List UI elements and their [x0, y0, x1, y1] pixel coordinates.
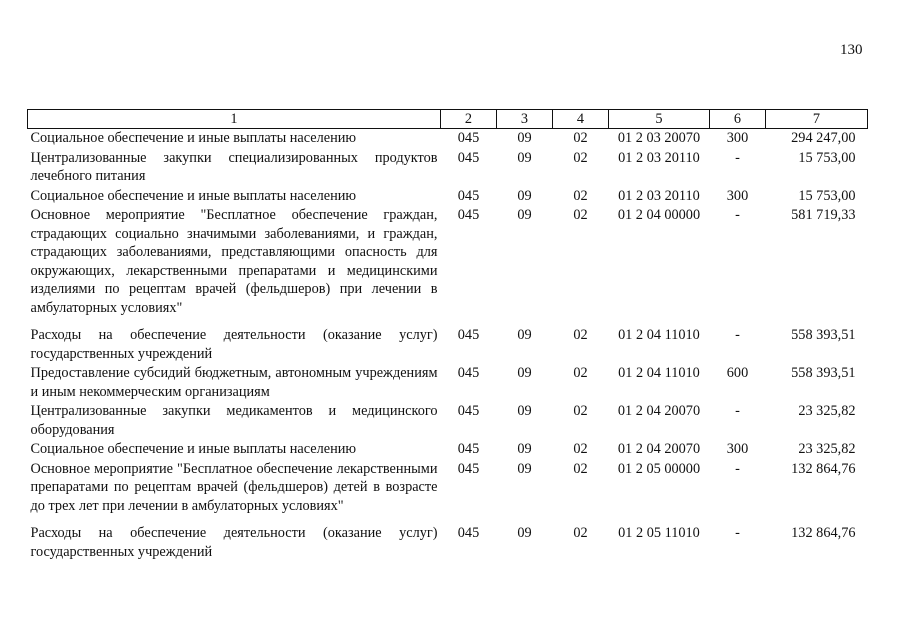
row-subsection-code: 02 [573, 365, 588, 381]
row-ministry-code: 045 [457, 403, 480, 419]
row-ministry-code: 045 [457, 525, 480, 541]
header-row [28, 110, 868, 129]
header-col-1: 1 [28, 110, 441, 129]
row-subsection-code: 02 [573, 441, 588, 457]
table-row [28, 440, 868, 460]
row-expense-type: - [735, 460, 740, 477]
row-target-code: 01 2 05 00000 [617, 460, 701, 477]
row-target-code: 01 2 04 20070 [617, 441, 701, 457]
table-row [28, 206, 868, 326]
header-col-7: 7 [766, 110, 868, 129]
table-row [28, 187, 868, 207]
row-expense-type: - [735, 207, 740, 223]
row-amount: 23 325,82 [798, 441, 856, 457]
row-expense-type: 300 [726, 187, 749, 204]
row-subsection-code: 02 [573, 460, 588, 477]
row-section-code: 09 [517, 130, 532, 146]
row-expense-type: 600 [726, 365, 749, 381]
row-subsection-code: 02 [573, 525, 588, 541]
row-target-code: 01 2 04 11010 [618, 365, 700, 381]
row-amount: 132 864,76 [791, 460, 856, 477]
row-target-code: 01 2 04 20070 [617, 403, 701, 419]
row-ministry-code: 045 [457, 149, 480, 166]
row-target-code: 01 2 04 11010 [618, 327, 700, 343]
row-target-code: 01 2 03 20110 [618, 149, 700, 166]
page-number: 130 [840, 42, 863, 58]
row-name: Социальное обеспечение и иные выплаты населению [30, 130, 357, 146]
row-amount: 15 753,00 [798, 149, 856, 166]
row-amount: 558 393,51 [791, 365, 856, 381]
row-expense-type: - [735, 403, 740, 419]
row-section-code: 09 [517, 525, 532, 541]
table-row [28, 326, 868, 364]
row-amount: 294 247,00 [791, 130, 856, 146]
row-section-code: 09 [517, 460, 532, 477]
row-section-code: 09 [517, 327, 532, 343]
row-subsection-code: 02 [573, 403, 588, 419]
table-row [28, 524, 868, 562]
row-amount: 558 393,51 [791, 327, 856, 343]
row-expense-type: - [735, 525, 740, 541]
row-ministry-code: 045 [457, 460, 480, 477]
row-name: Расходы на обеспечение деятельности (оказание услуг) государственных учреждений [30, 327, 438, 362]
row-name: Предоставление субсидий бюджетным, автономным учреждениям и иным некоммерческим организациям [30, 365, 438, 400]
row-ministry-code: 045 [457, 130, 480, 146]
row-target-code: 01 2 03 20110 [618, 187, 700, 204]
row-ministry-code: 045 [457, 365, 480, 381]
row-amount: 15 753,00 [798, 187, 856, 204]
row-name: Социальное обеспечение и иные выплаты населению [30, 441, 357, 457]
row-target-code: 01 2 05 11010 [618, 525, 700, 541]
row-subsection-code: 02 [573, 327, 588, 343]
row-name: Основное мероприятие "Бесплатное обеспечение граждан, страдающих социально значимыми заболеваниями, и граждан, страдающих заболеваниями, представляющими опасность для окружающих, лекарственными препаратами и медицинскими изделиями по рецептам врачей (фельдшеров) при лечении в амбулаторных условиях" [30, 207, 438, 316]
table-row [28, 402, 868, 440]
table-row [28, 460, 868, 525]
table-row [28, 129, 868, 149]
row-ministry-code: 045 [457, 441, 480, 457]
row-target-code: 01 2 03 20070 [617, 130, 701, 146]
row-name: Централизованные закупки медикаментов и медицинского оборудования [30, 403, 438, 438]
row-amount: 132 864,76 [791, 525, 856, 541]
row-subsection-code: 02 [573, 207, 588, 223]
row-target-code: 01 2 04 00000 [617, 207, 701, 223]
row-section-code: 09 [517, 149, 532, 166]
row-amount: 581 719,33 [791, 207, 856, 223]
row-section-code: 09 [517, 365, 532, 381]
row-expense-type: - [735, 149, 740, 166]
budget-table [27, 109, 868, 562]
row-name: Основное мероприятие "Бесплатное обеспечение лекарственными препаратами по рецептам врачей (фельдшеров) детей в возрасте до трех лет при лечении в амбулаторных условиях" [30, 460, 438, 514]
row-ministry-code: 045 [457, 207, 480, 223]
row-name: Расходы на обеспечение деятельности (оказание услуг) государственных учреждений [30, 525, 438, 560]
row-name: Социальное обеспечение и иные выплаты населению [30, 187, 357, 204]
row-expense-type: 300 [726, 130, 749, 146]
row-name: Централизованные закупки специализированных продуктов лечебного питания [30, 149, 438, 184]
header-col-6: 6 [710, 110, 766, 129]
row-amount: 23 325,82 [798, 403, 856, 419]
row-subsection-code: 02 [573, 149, 588, 166]
row-expense-type: - [735, 327, 740, 343]
header-col-4: 4 [553, 110, 609, 129]
row-subsection-code: 02 [573, 130, 588, 146]
row-section-code: 09 [517, 207, 532, 223]
table-row [28, 364, 868, 402]
row-subsection-code: 02 [573, 187, 588, 204]
row-section-code: 09 [517, 403, 532, 419]
row-ministry-code: 045 [457, 327, 480, 343]
header-col-3: 3 [497, 110, 553, 129]
row-section-code: 09 [517, 187, 532, 204]
row-section-code: 09 [517, 441, 532, 457]
table-row [28, 149, 868, 187]
row-expense-type: 300 [726, 441, 749, 457]
header-col-5: 5 [609, 110, 710, 129]
header-col-2: 2 [441, 110, 497, 129]
row-ministry-code: 045 [457, 187, 480, 204]
